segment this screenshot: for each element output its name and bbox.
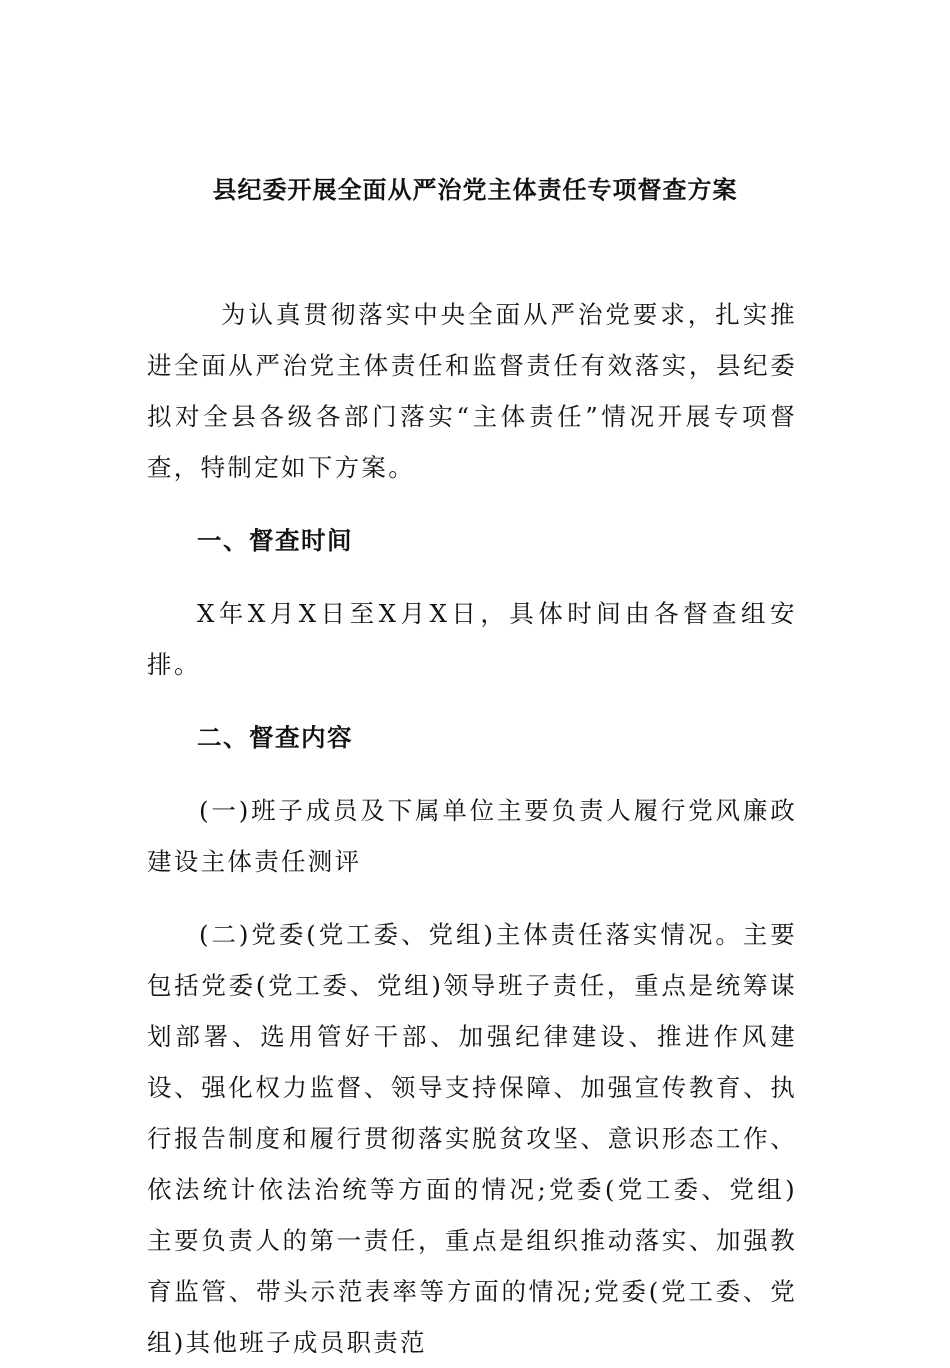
section-heading-time: 一、督查时间 (197, 526, 353, 555)
document-body (147, 289, 797, 1368)
intro-paragraph: 为认真贯彻落实中央全面从严治党要求，扎实推进全面从严治党主体责任和监督责任有效落实，县纪委拟对全县各级各部门落实“主体责任”情况开展专项督查，特制定如下方案。 (147, 300, 797, 482)
content-item-2: (二)党委(党工委、党组)主体责任落实情况。主要包括党委(党工委、党组)领导班子责任，重点是统筹谋划部署、选用管好干部、加强纪律建设、推进作风建设、强化权力监督、领导支持保障、加强宣传教育、执行报告制度和履行贯彻落实脱贫攻坚、意识形态工作、依法统计依法治统等方面的情况;党委(党工委、党组)主要负责人的第一责任，重点是组织推动落实、加强教育监管、带头示范表率等方面的情况;党委(党工委、党组)其他班子成员职责范 (147, 920, 797, 1357)
content-item-1: (一)班子成员及下属单位主要负责人履行党风廉政建设主体责任测评 (147, 796, 797, 876)
section-heading-content: 二、督查内容 (197, 723, 353, 752)
inspection-time-text: X年X月X日至X月X日，具体时间由各督查组安排。 (147, 599, 797, 679)
document-title: 县纪委开展全面从严治党主体责任专项督查方案 (212, 176, 738, 204)
